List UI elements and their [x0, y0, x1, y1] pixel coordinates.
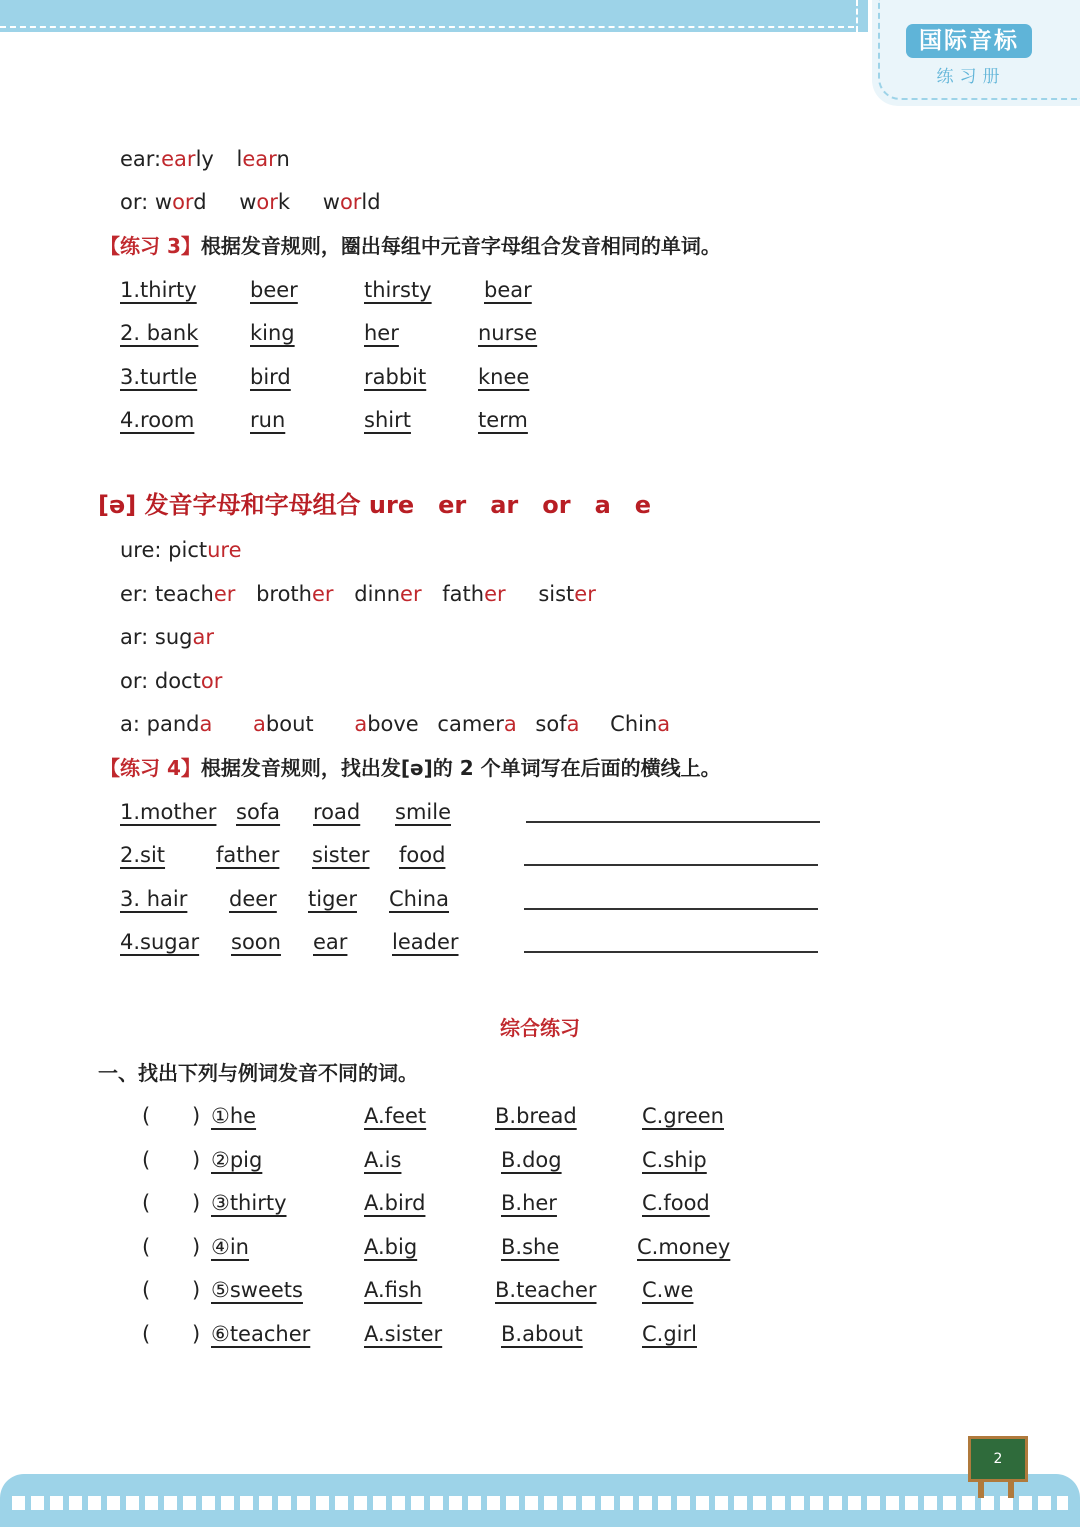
list-item: term: [478, 408, 528, 432]
answer-blank[interactable]: [524, 908, 818, 910]
list-item: 2. bank: [120, 321, 199, 345]
list-item: nurse: [478, 321, 538, 345]
bracket-open[interactable]: (: [142, 1191, 151, 1215]
bracket-open[interactable]: (: [142, 1322, 151, 1346]
list-item: king: [250, 321, 295, 345]
answer-blank[interactable]: [524, 864, 818, 866]
page-number-board: [968, 1436, 1028, 1482]
option-c: C.money: [637, 1235, 731, 1259]
rule-line-ear: ear:early learn: [120, 147, 290, 171]
top-decor-bar: [0, 0, 868, 32]
option-a: A.fish: [364, 1278, 423, 1302]
bracket-close: ): [192, 1322, 201, 1346]
bracket-open[interactable]: (: [142, 1235, 151, 1259]
list-item: 1.mother: [120, 800, 217, 824]
schwa-line-ar: ar: sugar: [120, 625, 214, 649]
option-c: C.green: [642, 1104, 724, 1128]
bracket-close: ): [192, 1235, 201, 1259]
list-item: bird: [250, 365, 291, 389]
option-c: C.girl: [642, 1322, 697, 1346]
badge-title: 国际音标: [906, 24, 1032, 58]
list-item: bear: [484, 278, 532, 302]
list-item: tiger: [308, 887, 357, 911]
review-section-1-heading: 一、找出下列与例词发音不同的词。: [98, 1061, 418, 1085]
list-item: father: [216, 843, 280, 867]
list-item: 4.sugar: [120, 930, 200, 954]
list-item: beer: [250, 278, 298, 302]
bracket-close: ): [192, 1148, 201, 1172]
list-item: food: [399, 843, 446, 867]
exercise-3-heading: 【练习 3】根据发音规则，圈出每组中元音字母组合发音相同的单词。: [100, 234, 721, 258]
list-item: sister: [312, 843, 370, 867]
schwa-line-ure: ure: picture: [120, 538, 242, 562]
option-a: A.bird: [364, 1191, 426, 1215]
example-word: ①he: [211, 1104, 257, 1128]
option-c: C.ship: [642, 1148, 707, 1172]
list-item: 3. hair: [120, 887, 188, 911]
bracket-close: ): [192, 1278, 201, 1302]
bottom-decor-bar: [0, 1474, 1080, 1527]
option-b: B.dog: [501, 1148, 562, 1172]
answer-blank[interactable]: [524, 951, 818, 953]
option-a: A.big: [364, 1235, 418, 1259]
list-item: leader: [392, 930, 459, 954]
list-item: her: [364, 321, 399, 345]
option-b: B.about: [501, 1322, 583, 1346]
bracket-close: ): [192, 1104, 201, 1128]
list-item: smile: [395, 800, 451, 824]
schwa-line-a: a: panda about above camera sofa China: [120, 712, 671, 736]
example-word: ②pig: [211, 1148, 263, 1172]
example-word: ⑤sweets: [211, 1278, 303, 1302]
list-item: sofa: [236, 800, 281, 824]
list-item: knee: [478, 365, 530, 389]
option-a: A.is: [364, 1148, 402, 1172]
option-b: B.teacher: [495, 1278, 597, 1302]
list-item: soon: [231, 930, 281, 954]
list-item: road: [313, 800, 361, 824]
list-item: run: [250, 408, 286, 432]
schwa-line-or: or: doctor: [120, 669, 223, 693]
option-a: A.sister: [364, 1322, 443, 1346]
option-a: A.feet: [364, 1104, 427, 1128]
list-item: 2.sit: [120, 843, 166, 867]
rule-line-or: or: word work world: [120, 190, 381, 214]
schwa-section-title: [ə] 发音字母和字母组合 ure er ar or a e: [98, 491, 652, 519]
list-item: 3.turtle: [120, 365, 198, 389]
review-title: 综合练习: [500, 1016, 580, 1040]
schwa-line-er: er: teacher brother dinner father sister: [120, 582, 596, 606]
option-c: C.we: [642, 1278, 694, 1302]
example-word: ④in: [211, 1235, 249, 1259]
list-item: China: [389, 887, 449, 911]
option-b: B.her: [501, 1191, 557, 1215]
list-item: rabbit: [364, 365, 427, 389]
option-b: B.she: [501, 1235, 560, 1259]
list-item: ear: [313, 930, 348, 954]
example-word: ③thirty: [211, 1191, 287, 1215]
list-item: deer: [229, 887, 277, 911]
bracket-open[interactable]: (: [142, 1104, 151, 1128]
bracket-close: ): [192, 1191, 201, 1215]
list-item: thirsty: [364, 278, 432, 302]
list-item: 4.room: [120, 408, 195, 432]
bracket-open[interactable]: (: [142, 1278, 151, 1302]
exercise-4-heading: 【练习 4】根据发音规则，找出发[ə]的 2 个单词写在后面的横线上。: [100, 756, 721, 780]
example-word: ⑥teacher: [211, 1322, 311, 1346]
list-item: shirt: [364, 408, 411, 432]
badge-subtitle: 练习册: [936, 67, 1006, 87]
answer-blank[interactable]: [526, 821, 820, 823]
option-b: B.bread: [495, 1104, 577, 1128]
option-c: C.food: [642, 1191, 710, 1215]
list-item: 1.thirty: [120, 278, 197, 302]
bracket-open[interactable]: (: [142, 1148, 151, 1172]
page-number: 2: [993, 1451, 1003, 1467]
